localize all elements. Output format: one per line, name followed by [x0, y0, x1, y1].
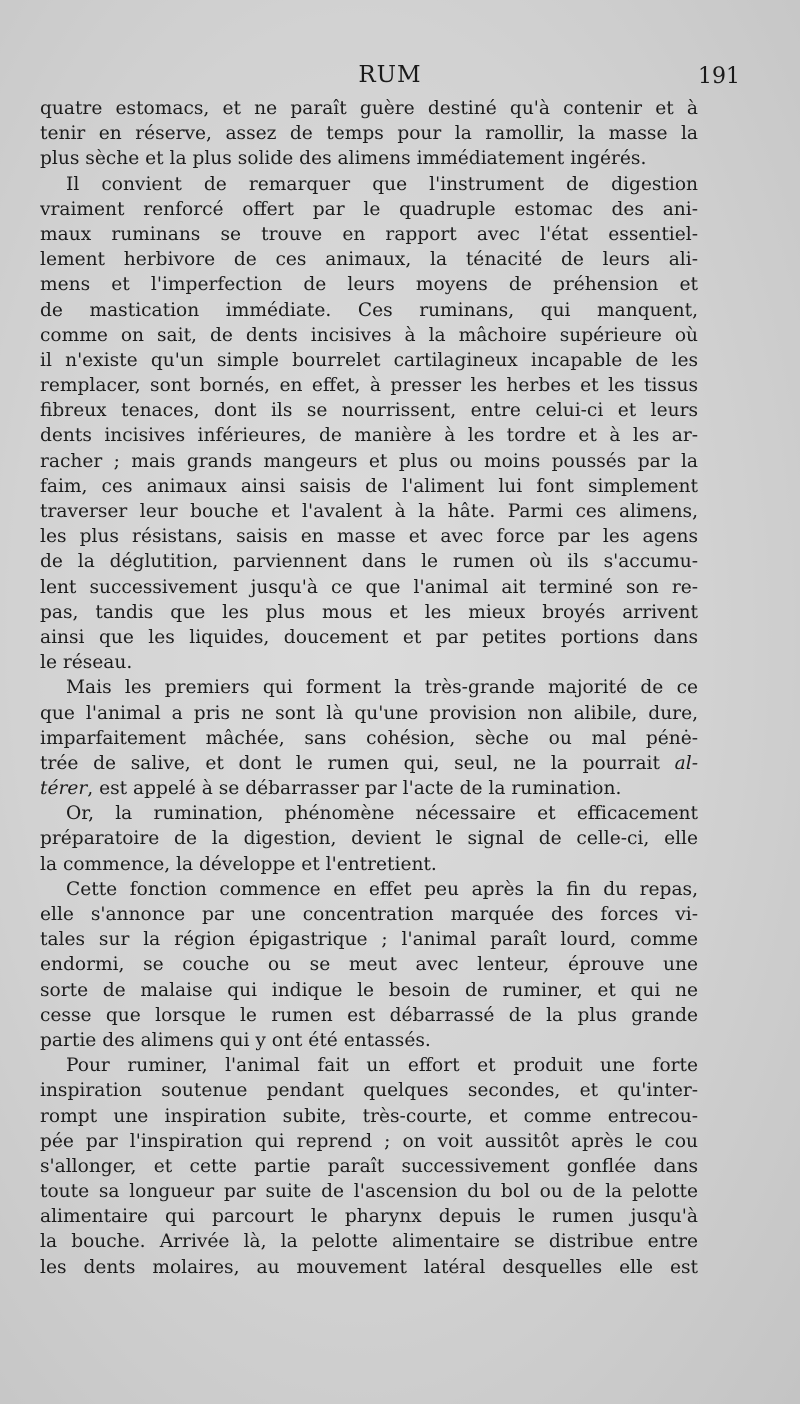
running-head: RUM	[358, 62, 422, 88]
text-line: plus sèche et la plus solide des alimens immédiatement ingérés.	[40, 148, 647, 170]
text-line: rompt une inspiration subite, très-courte, et comme entrecou-	[40, 1105, 698, 1127]
text-line: ainsi que les liquides, doucement et par petites portions dans	[40, 626, 698, 648]
text-line: Cette fonction commence en effet peu après la fin du repas,	[66, 878, 698, 900]
text-line: dents incisives inférieures, de manière à les tordre et à les ar-	[40, 425, 698, 447]
text-line: racher ; mais grands mangeurs et plus ou moins poussés par la	[40, 450, 698, 472]
text-line: de la déglutition, parviennent dans le rumen où ils s'accumu-	[40, 551, 698, 573]
text-line: pas, tandis que les plus mous et les mieux broyés arrivent	[40, 601, 698, 623]
text-line: vraiment renforcé offert par le quadruple estomac des ani-	[40, 198, 698, 220]
text-line: térer, est appelé à se débarrasser par l'acte de la rumination.	[40, 778, 622, 800]
text-line: tales sur la région épigastrique ; l'animal paraît lourd, comme	[40, 929, 698, 951]
text-line: pée par l'inspiration qui reprend ; on voit aussitôt après le cou	[40, 1130, 698, 1152]
text-line: trée de salive, et dont le rumen qui, seul, ne la pourrait al-	[40, 752, 698, 774]
text-line: inspiration soutenue pendant quelques secondes, et qu'inter-	[40, 1080, 698, 1102]
page-header	[40, 62, 740, 98]
text-line: traverser leur bouche et l'avalent à la hâte. Parmi ces alimens,	[40, 501, 698, 522]
text-line: s'allonger, et cette partie paraît successivement gonflée dans	[40, 1155, 698, 1177]
text-line: le réseau.	[40, 652, 133, 674]
text-line: Or, la rumination, phénomène nécessaire et efficacement	[66, 803, 698, 825]
text-line: lement herbivore de ces animaux, la ténacité de leurs ali-	[40, 249, 698, 271]
text-line: la commence, la développe et l'entretient.	[40, 853, 437, 875]
text-line: endormi, se couche ou se meut avec lenteur, éprouve une	[40, 954, 698, 976]
text-line: fibreux tenaces, dont ils se nourrissent, entre celui-ci et leurs	[40, 400, 698, 422]
body-text	[40, 96, 698, 1280]
text-line: Mais les premiers qui forment la très-grande majorité de ce	[66, 677, 698, 699]
text-line: de mastication immédiate. Ces ruminans, qui manquent,	[40, 299, 698, 321]
text-line: Il convient de remarquer que l'instrument de digestion	[66, 173, 698, 195]
text-line: partie des alimens qui y ont été entassés.	[40, 1029, 431, 1051]
text-line: lent successivement jusqu'à ce que l'animal ait terminé son re-	[40, 576, 698, 598]
text-line: sorte de malaise qui indique le besoin de ruminer, et qui ne	[40, 979, 698, 1001]
text-line: tenir en réserve, assez de temps pour la ramollir, la masse la	[40, 123, 698, 145]
text-line: la bouche. Arrivée là, la pelotte alimentaire se distribue entre	[40, 1231, 698, 1253]
text-line: Pour ruminer, l'animal fait un effort et produit une forte	[66, 1055, 698, 1077]
text-line: les plus résistans, saisis en masse et avec force par les agens	[40, 526, 698, 548]
text-line: comme on sait, de dents incisives à la mâchoire supérieure où	[40, 324, 698, 346]
text-line: préparatoire de la digestion, devient le signal de celle-ci, elle	[40, 828, 698, 850]
text-line: cesse que lorsque le rumen est débarrassé de la plus grande	[40, 1004, 698, 1026]
text-line: faim, ces animaux ainsi saisis de l'aliment lui font simplement	[40, 475, 698, 497]
text-line: que l'animal a pris ne sont là qu'une provision non alibile, dure,	[40, 702, 698, 724]
text-line: mens et l'imperfection de leurs moyens de préhension et	[40, 274, 698, 296]
text-line: les dents molaires, au mouvement latéral desquelles elle est	[40, 1256, 698, 1278]
italic-text: térer	[40, 778, 88, 800]
text-line: quatre estomacs, et ne paraît guère destiné qu'à contenir et à	[40, 98, 698, 119]
text-line: il n'existe qu'un simple bourrelet cartilagineux incapable de les	[40, 349, 698, 371]
text-line: maux ruminans se trouve en rapport avec l'état essentiel-	[40, 223, 698, 245]
italic-text: al-	[674, 752, 698, 774]
text-line: imparfaitement mâchée, sans cohésion, sèche ou mal pénė-	[40, 727, 698, 749]
text-line: remplacer, sont bornés, en effet, à presser les herbes et les tissus	[40, 375, 698, 397]
text-line: elle s'annonce par une concentration marquée des forces vi-	[40, 904, 698, 925]
page-number: 191	[698, 64, 740, 89]
text-line: alimentaire qui parcourt le pharynx depuis le rumen jusqu'à	[40, 1206, 698, 1228]
text-line: toute sa longueur par suite de l'ascension du bol ou de la pelotte	[40, 1181, 698, 1203]
